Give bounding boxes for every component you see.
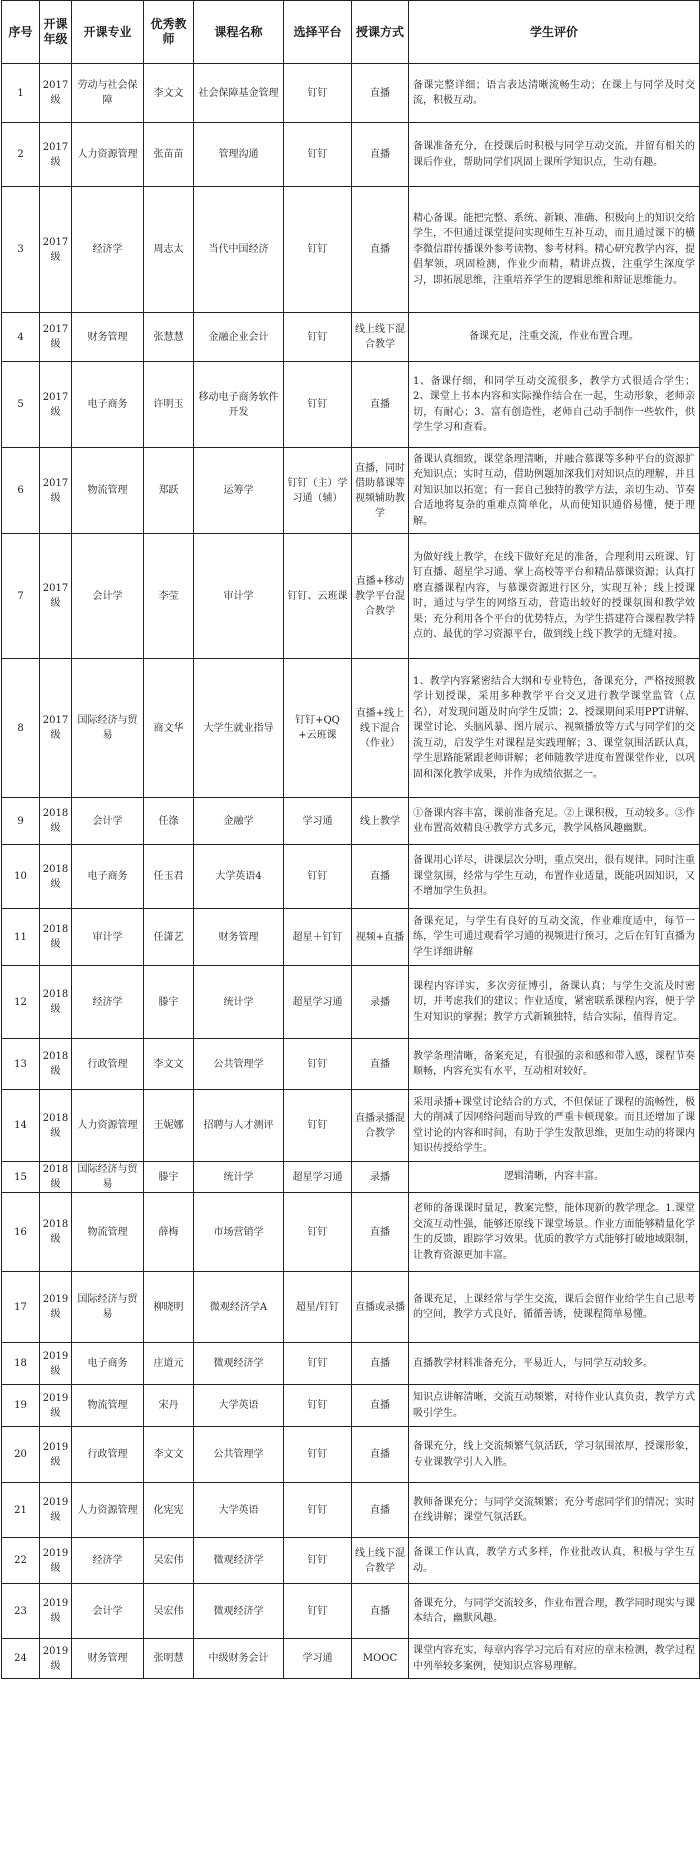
row-platform: 钉钉 bbox=[284, 1039, 352, 1090]
header-row bbox=[2, 1, 700, 64]
table-row bbox=[2, 64, 700, 123]
row-course: 统计学 bbox=[194, 1162, 284, 1193]
row-method: 线上线下混合教学 bbox=[352, 1538, 409, 1584]
row-platform: 钉钉 bbox=[284, 64, 352, 123]
row-comment: 课堂内容充实，每章内容学习完后有对应的章末检测，教学过程中列举较多案例，使知识点容易理解。 bbox=[409, 1639, 700, 1679]
table-row bbox=[2, 362, 700, 448]
row-comment: ①备课内容丰富，课前准备充足。②上课积极，互动较多。③作业布置高效精良④教学方式多元，教学风格风趣幽默。 bbox=[409, 798, 700, 845]
row-index: 18 bbox=[2, 1343, 40, 1385]
row-course: 微观经济学A bbox=[194, 1272, 284, 1343]
row-platform: 钉钉 bbox=[284, 1193, 352, 1272]
row-method: 直播 bbox=[352, 1584, 409, 1639]
header-platform: 选择平台 bbox=[284, 1, 352, 64]
row-platform: 钉钉 bbox=[284, 362, 352, 448]
table-row bbox=[2, 1385, 700, 1427]
row-method: 直播 bbox=[352, 1343, 409, 1385]
row-method: 录播 bbox=[352, 966, 409, 1039]
row-platform: 钉钉 bbox=[284, 1343, 352, 1385]
row-teacher: 柳晓明 bbox=[144, 1272, 194, 1343]
row-method: 直播 bbox=[352, 1427, 409, 1483]
row-comment: 备课充足，与学生有良好的互动交流，作业难度适中，每节一练，学生可通过观看学习通的视频进行预习，之后在钉钉直播为学生详细讲解 bbox=[409, 909, 700, 966]
row-course: 大学生就业指导 bbox=[194, 659, 284, 798]
row-major: 人力资源管理 bbox=[72, 123, 144, 187]
row-comment: 备课充分，线上交流频繁气氛活跃，学习氛围浓厚，授课形象，专业课教学引人入胜。 bbox=[409, 1427, 700, 1483]
row-teacher: 任涤 bbox=[144, 798, 194, 845]
row-comment: 精心备课。能把完整、系统、新颖、准确、积极向上的知识交给学生，不但通过课堂提问实现师生互补互动，而且通过课下的横李微信群传播课外参考读物、参考材料。精心研究教学内容，提倡挈领，巩固检测，作业少而精，精讲点拨，注重学生深度学习，即拓展思维，注重培养学生的逻辑思维和辩证思维能力。 bbox=[409, 187, 700, 313]
header-method: 授课方式 bbox=[352, 1, 409, 64]
row-comment: 1、备课仔细，和同学互动交流很多，教学方式很适合学生；2、课堂上书本内容和实际操作结合在一起，生动形象，老师亲切，有耐心；3、富有创造性，老师自己动手制作一些软件，供学生学习和查看。 bbox=[409, 362, 700, 448]
row-major: 经济学 bbox=[72, 1538, 144, 1584]
row-course: 管理沟通 bbox=[194, 123, 284, 187]
table-row bbox=[2, 845, 700, 909]
row-major: 经济学 bbox=[72, 187, 144, 313]
row-teacher: 李文文 bbox=[144, 1039, 194, 1090]
row-teacher: 任潇艺 bbox=[144, 909, 194, 966]
row-method: MOOC bbox=[352, 1639, 409, 1679]
row-platform: 钉钉 bbox=[284, 1483, 352, 1538]
row-platform: 钉钉 bbox=[284, 1385, 352, 1427]
row-platform: 学习通 bbox=[284, 798, 352, 845]
row-index: 10 bbox=[2, 845, 40, 909]
row-course: 招聘与人才测评 bbox=[194, 1090, 284, 1162]
row-comment: 备课充足，注重交流，作业布置合理。 bbox=[409, 313, 700, 362]
row-method: 直播 bbox=[352, 123, 409, 187]
row-method: 直播 bbox=[352, 64, 409, 123]
table-body bbox=[2, 64, 700, 1679]
row-platform: 钉钉 bbox=[284, 1584, 352, 1639]
row-index: 22 bbox=[2, 1538, 40, 1584]
row-comment: 备课认真细致，课堂条理清晰，并融合慕课等多种平台的资源扩充知识点；实时互动，借助例题加深我们对知识点的理解，并且对知识加以拓宽；有一套自己独特的教学方法，亲切生动、节奏合适地将复杂的重难点简单化，从而使知识通俗易懂，便于理解。 bbox=[409, 448, 700, 534]
row-teacher: 滕宇 bbox=[144, 966, 194, 1039]
row-platform: 超星学习通 bbox=[284, 966, 352, 1039]
table-row bbox=[2, 1483, 700, 1538]
row-comment: 备课充分，与同学交流较多，作业布置合理，教学同时现实与课本结合，幽默风趣。 bbox=[409, 1584, 700, 1639]
teacher-evaluation-table bbox=[1, 0, 700, 1679]
row-course: 大学英语 bbox=[194, 1483, 284, 1538]
row-teacher: 任玉君 bbox=[144, 845, 194, 909]
row-major: 国际经济与贸易 bbox=[72, 1272, 144, 1343]
row-grade: 2017级 bbox=[40, 534, 72, 659]
evaluation-sheet bbox=[1, 0, 700, 1679]
row-platform: 钉钉 bbox=[284, 313, 352, 362]
row-comment: 备课充足，上课经常与学生交流，课后会留作业给学生自己思考的空间，教学方式良好，循循善诱，使课程简单易懂。 bbox=[409, 1272, 700, 1343]
header-course: 课程名称 bbox=[194, 1, 284, 64]
table-row bbox=[2, 1272, 700, 1343]
row-method: 直播+线上线下混合（作业） bbox=[352, 659, 409, 798]
row-method: 线上教学 bbox=[352, 798, 409, 845]
row-index: 3 bbox=[2, 187, 40, 313]
row-method: 线上线下混合教学 bbox=[352, 313, 409, 362]
row-course: 金融企业会计 bbox=[194, 313, 284, 362]
row-major: 会计学 bbox=[72, 1584, 144, 1639]
row-comment: 老师的备课课时量足，教案完整，能体现新的教学理念。1.课堂交流互动性强，能够还原线下课堂场景。作业方面能够精量化学生的反馈，跟踪学习效果。优质的教学方式能够打破地域限制，让教育资源更加丰富。 bbox=[409, 1193, 700, 1272]
table-row bbox=[2, 1427, 700, 1483]
row-course: 当代中国经济 bbox=[194, 187, 284, 313]
row-method: 直播 bbox=[352, 1385, 409, 1427]
row-grade: 2018级 bbox=[40, 1193, 72, 1272]
row-comment: 1、教学内容紧密结合大纲和专业特色，备课充分，严格按照教学计划授课，采用多种教学平台交叉进行教学课堂监管（点名），对发现问题及时向学生反馈；2、授课期间采用PPT讲解、课堂讨论、头脑风暴、图片展示、视频播放等方式与同学们的交流互动，启发学生对课程是实践理解；3、课堂氛围活跃认真，学生思路能紧跟老师讲解；老师随教学进度布置课堂作业，以巩固和深化教学成果，并作为成绩依据之一。 bbox=[409, 659, 700, 798]
row-grade: 2017级 bbox=[40, 313, 72, 362]
row-index: 2 bbox=[2, 123, 40, 187]
row-comment: 课程内容详实，多次旁征博引，备课认真；与学生交流及时密切，并考虑我们的建议；作业适度，紧密联系课程内容，便于学生对知识的掌握；教学方式新颖独特，结合实际，值得肯定。 bbox=[409, 966, 700, 1039]
row-index: 14 bbox=[2, 1090, 40, 1162]
row-grade: 2018级 bbox=[40, 1162, 72, 1193]
row-course: 移动电子商务软件开发 bbox=[194, 362, 284, 448]
row-grade: 2018级 bbox=[40, 798, 72, 845]
row-course: 审计学 bbox=[194, 534, 284, 659]
row-method: 直播或录播 bbox=[352, 1272, 409, 1343]
row-grade: 2018级 bbox=[40, 966, 72, 1039]
row-grade: 2017级 bbox=[40, 187, 72, 313]
row-major: 劳动与社会保障 bbox=[72, 64, 144, 123]
row-teacher: 商文华 bbox=[144, 659, 194, 798]
row-index: 12 bbox=[2, 966, 40, 1039]
header-major: 开课专业 bbox=[72, 1, 144, 64]
row-course: 微观经济学 bbox=[194, 1538, 284, 1584]
row-course: 社会保障基金管理 bbox=[194, 64, 284, 123]
header-index: 序号 bbox=[2, 1, 40, 64]
row-platform: 钉钉 bbox=[284, 123, 352, 187]
table-row bbox=[2, 1639, 700, 1679]
row-method: 直播，同时借助慕课等视频辅助教学 bbox=[352, 448, 409, 534]
row-platform: 钉钉+QQ+云班课 bbox=[284, 659, 352, 798]
row-major: 国际经济与贸易 bbox=[72, 1162, 144, 1193]
header-comment: 学生评价 bbox=[409, 1, 700, 64]
row-index: 8 bbox=[2, 659, 40, 798]
row-comment: 备课准备充分，在授课后时积极与同学互动交流，并留有相关的课后作业，帮助同学们巩固上课所学知识点，生动有趣。 bbox=[409, 123, 700, 187]
row-index: 21 bbox=[2, 1483, 40, 1538]
row-index: 9 bbox=[2, 798, 40, 845]
row-platform: 钉钉 bbox=[284, 1427, 352, 1483]
row-teacher: 郑跃 bbox=[144, 448, 194, 534]
row-major: 电子商务 bbox=[72, 845, 144, 909]
row-grade: 2019级 bbox=[40, 1639, 72, 1679]
row-course: 运筹学 bbox=[194, 448, 284, 534]
row-course: 市场营销学 bbox=[194, 1193, 284, 1272]
row-grade: 2017级 bbox=[40, 64, 72, 123]
table-row bbox=[2, 1090, 700, 1162]
table-row bbox=[2, 534, 700, 659]
table-row bbox=[2, 123, 700, 187]
row-comment: 直播教学材料准备充分，平易近人，与同学互动较多。 bbox=[409, 1343, 700, 1385]
row-grade: 2019级 bbox=[40, 1343, 72, 1385]
row-grade: 2017级 bbox=[40, 659, 72, 798]
row-method: 直播 bbox=[352, 845, 409, 909]
row-index: 15 bbox=[2, 1162, 40, 1193]
row-course: 公共管理学 bbox=[194, 1039, 284, 1090]
row-index: 16 bbox=[2, 1193, 40, 1272]
row-grade: 2018级 bbox=[40, 909, 72, 966]
row-course: 大学英语 bbox=[194, 1385, 284, 1427]
table-row bbox=[2, 966, 700, 1039]
row-major: 人力资源管理 bbox=[72, 1483, 144, 1538]
table-row bbox=[2, 1039, 700, 1090]
row-index: 17 bbox=[2, 1272, 40, 1343]
row-comment: 备课工作认真，教学方式多样，作业批改认真，积极与学生互动。 bbox=[409, 1538, 700, 1584]
table-row bbox=[2, 1538, 700, 1584]
row-major: 会计学 bbox=[72, 534, 144, 659]
row-teacher: 李文文 bbox=[144, 64, 194, 123]
row-method: 直播 bbox=[352, 362, 409, 448]
table-row bbox=[2, 1343, 700, 1385]
row-course: 大学英语4 bbox=[194, 845, 284, 909]
row-major: 行政管理 bbox=[72, 1427, 144, 1483]
table-row bbox=[2, 798, 700, 845]
row-comment: 备课用心详尽，讲课层次分明，重点突出，很有规律。同时注重课堂氛围，经常与学生互动，布置作业适量，既能巩固知识，又不增加学生负担。 bbox=[409, 845, 700, 909]
row-grade: 2018级 bbox=[40, 1039, 72, 1090]
row-major: 电子商务 bbox=[72, 1343, 144, 1385]
row-grade: 2018级 bbox=[40, 845, 72, 909]
row-course: 公共管理学 bbox=[194, 1427, 284, 1483]
row-method: 直播 bbox=[352, 1039, 409, 1090]
row-platform: 超星/钉钉 bbox=[284, 1272, 352, 1343]
row-course: 统计学 bbox=[194, 966, 284, 1039]
row-teacher: 庄道元 bbox=[144, 1343, 194, 1385]
row-teacher: 滕宇 bbox=[144, 1162, 194, 1193]
row-index: 5 bbox=[2, 362, 40, 448]
row-major: 经济学 bbox=[72, 966, 144, 1039]
header-grade: 开课年级 bbox=[40, 1, 72, 64]
row-course: 中级财务会计 bbox=[194, 1639, 284, 1679]
row-comment: 教学条理清晰，备案充足，有很强的亲和感和带入感，课程节奏顺畅，内容充实有水平，互动相对较好。 bbox=[409, 1039, 700, 1090]
row-index: 4 bbox=[2, 313, 40, 362]
row-major: 物流管理 bbox=[72, 1385, 144, 1427]
row-comment: 为做好线上教学，在线下做好充足的准备，合理利用云班课、钉钉直播、超星学习通、掌上高校等平台和精品慕课资源；认真打磨直播课程内容，与慕课资源进行区分，实现互补；线上授课时，通过与学生的网络互动，营造出较好的授课氛围和教学效果；充分利用各个平台的优势特点，为学生搭建符合课程教学特点的、最优的学习资源平台，做到线上线下教学的无缝对接。 bbox=[409, 534, 700, 659]
row-platform: 钉钉 bbox=[284, 1090, 352, 1162]
row-index: 1 bbox=[2, 64, 40, 123]
row-teacher: 许明玉 bbox=[144, 362, 194, 448]
row-index: 13 bbox=[2, 1039, 40, 1090]
row-method: 直播录播混合教学 bbox=[352, 1090, 409, 1162]
row-index: 19 bbox=[2, 1385, 40, 1427]
row-major: 物流管理 bbox=[72, 448, 144, 534]
row-major: 财务管理 bbox=[72, 313, 144, 362]
row-method: 直播 bbox=[352, 1193, 409, 1272]
row-index: 11 bbox=[2, 909, 40, 966]
row-teacher: 吴宏伟 bbox=[144, 1538, 194, 1584]
row-teacher: 宋丹 bbox=[144, 1385, 194, 1427]
row-platform: 钉钉 bbox=[284, 1538, 352, 1584]
row-teacher: 吴宏伟 bbox=[144, 1584, 194, 1639]
row-grade: 2017级 bbox=[40, 448, 72, 534]
row-platform: 超星＋钉钉 bbox=[284, 909, 352, 966]
row-major: 人力资源管理 bbox=[72, 1090, 144, 1162]
row-major: 审计学 bbox=[72, 909, 144, 966]
row-index: 23 bbox=[2, 1584, 40, 1639]
row-grade: 2019级 bbox=[40, 1538, 72, 1584]
row-grade: 2019级 bbox=[40, 1427, 72, 1483]
row-index: 24 bbox=[2, 1639, 40, 1679]
row-grade: 2019级 bbox=[40, 1584, 72, 1639]
row-grade: 2019级 bbox=[40, 1272, 72, 1343]
row-comment: 教师备课充分；与同学交流频繁；充分考虑同学们的情况；实时在线讲解；课堂气氛活跃。 bbox=[409, 1483, 700, 1538]
row-platform: 钉钉 bbox=[284, 187, 352, 313]
table-row bbox=[2, 448, 700, 534]
row-method: 直播 bbox=[352, 187, 409, 313]
row-teacher: 张慧慧 bbox=[144, 313, 194, 362]
table-row bbox=[2, 659, 700, 798]
row-method: 视频+直播 bbox=[352, 909, 409, 966]
row-teacher: 薛梅 bbox=[144, 1193, 194, 1272]
row-major: 财务管理 bbox=[72, 1639, 144, 1679]
row-teacher: 张明慧 bbox=[144, 1639, 194, 1679]
row-platform: 钉钉 bbox=[284, 845, 352, 909]
row-platform: 钉钉（主）学习通（辅） bbox=[284, 448, 352, 534]
table-row bbox=[2, 1162, 700, 1193]
row-comment: 备课完整详细；语言表达清晰流畅生动；在课上与同学及时交流，积极互动。 bbox=[409, 64, 700, 123]
header-teacher: 优秀教师 bbox=[144, 1, 194, 64]
row-comment: 采用录播+课堂讨论结合的方式，不但保证了课程的流畅性，极大的削减了因网络问题而导致的严重卡顿现象。而且还增加了课堂讨论的内容和时间，有助于学生发散思维，更加生动的将课内知识传授给学生。 bbox=[409, 1090, 700, 1162]
row-platform: 学习通 bbox=[284, 1639, 352, 1679]
row-grade: 2019级 bbox=[40, 1483, 72, 1538]
row-grade: 2017级 bbox=[40, 362, 72, 448]
row-teacher: 化宪宪 bbox=[144, 1483, 194, 1538]
row-teacher: 王妮娜 bbox=[144, 1090, 194, 1162]
table-row bbox=[2, 187, 700, 313]
table-row bbox=[2, 313, 700, 362]
row-teacher: 周志太 bbox=[144, 187, 194, 313]
row-method: 录播 bbox=[352, 1162, 409, 1193]
row-method: 直播 bbox=[352, 1483, 409, 1538]
row-major: 会计学 bbox=[72, 798, 144, 845]
row-grade: 2017级 bbox=[40, 123, 72, 187]
row-major: 电子商务 bbox=[72, 362, 144, 448]
row-method: 直播+移动教学平台混合教学 bbox=[352, 534, 409, 659]
table-row bbox=[2, 909, 700, 966]
row-index: 7 bbox=[2, 534, 40, 659]
row-course: 财务管理 bbox=[194, 909, 284, 966]
table-row bbox=[2, 1193, 700, 1272]
table-row bbox=[2, 1584, 700, 1639]
row-major: 行政管理 bbox=[72, 1039, 144, 1090]
row-teacher: 张苗苗 bbox=[144, 123, 194, 187]
row-index: 20 bbox=[2, 1427, 40, 1483]
row-platform: 超星学习通 bbox=[284, 1162, 352, 1193]
row-teacher: 李莹 bbox=[144, 534, 194, 659]
row-comment: 逻辑清晰，内容丰富。 bbox=[409, 1162, 700, 1193]
row-index: 6 bbox=[2, 448, 40, 534]
row-grade: 2019级 bbox=[40, 1385, 72, 1427]
row-teacher: 李文文 bbox=[144, 1427, 194, 1483]
row-comment: 知识点讲解清晰，交流互动频繁，对待作业认真负责，教学方式吸引学生。 bbox=[409, 1385, 700, 1427]
row-course: 金融学 bbox=[194, 798, 284, 845]
row-major: 国际经济与贸易 bbox=[72, 659, 144, 798]
row-course: 微观经济学 bbox=[194, 1584, 284, 1639]
row-platform: 钉钉、云班课 bbox=[284, 534, 352, 659]
row-course: 微观经济学 bbox=[194, 1343, 284, 1385]
row-major: 物流管理 bbox=[72, 1193, 144, 1272]
row-grade: 2018级 bbox=[40, 1090, 72, 1162]
